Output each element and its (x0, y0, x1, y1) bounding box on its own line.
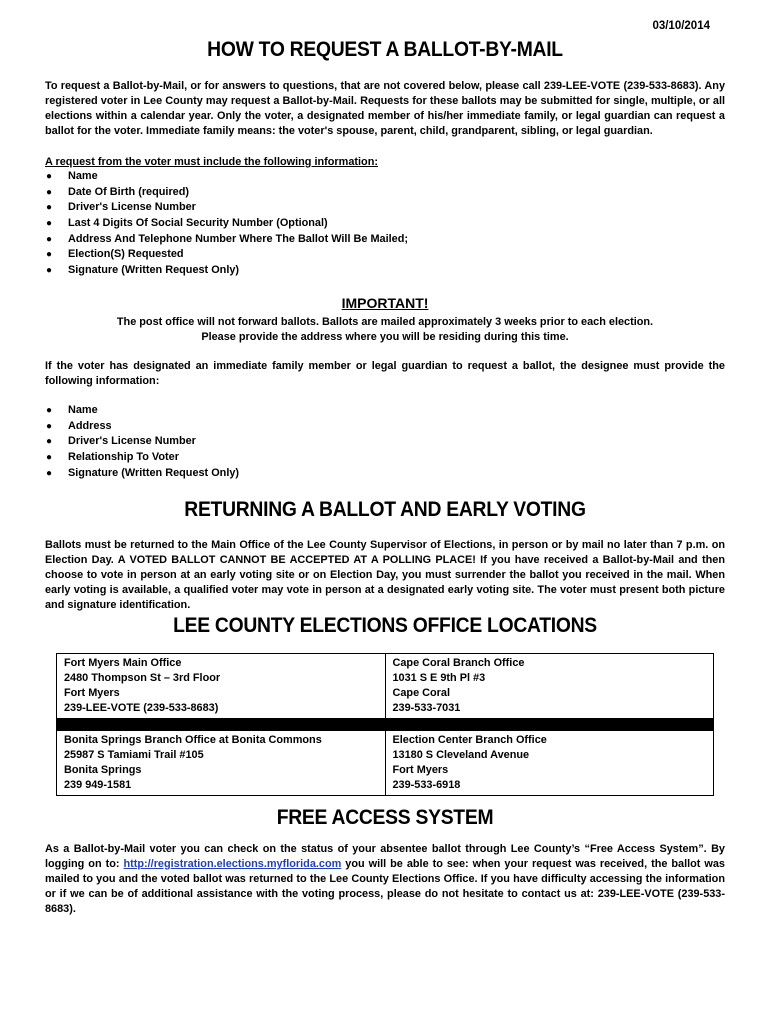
list-item: ● Name (45, 403, 725, 419)
list-item: ● Signature (Written Request Only) (45, 466, 725, 482)
intro-paragraph: To request a Ballot-by-Mail, or for answers to questions, that are not covered below, please call 239-LEE-VOTE (239-533-8683). Any registered voter in Lee County may request a Ballot-by-Mail. Requests for these ballots may be submitted for single, multiple, or all elections within a calendar year. Only the voter, a designated member of his/her immediate family, or legal guardian can request a ballot for the voter. Immediate family means: the voter's spouse, parent, child, grandparent, sibling, or legal guardian. (45, 80, 725, 137)
important-line-2: Please provide the address where you will be residing during this time. (201, 331, 569, 343)
bullet-icon: ● (46, 202, 53, 214)
bullet-icon: ● (46, 249, 53, 261)
bullet-icon: ● (46, 405, 53, 416)
voter-request-heading: A request from the voter must include the following information: (45, 156, 378, 168)
list-item: ● Driver's License Number (45, 200, 725, 216)
locations-title: LEE COUNTY ELECTIONS OFFICE LOCATIONS (173, 614, 597, 637)
office-cell-bonita-springs: Bonita Springs Branch Office at Bonita Commons 25987 S Tamiami Trail #105 Bonita Springs 239 949-1581 (57, 731, 386, 796)
bullet-icon: ● (46, 186, 53, 198)
table-separator-row (57, 719, 714, 731)
bullet-icon: ● (46, 233, 53, 245)
list-item: ● Relationship To Voter (45, 450, 725, 466)
returning-paragraph: Ballots must be returned to the Main Office of the Lee County Supervisor of Elections, in person or by mail no later than 7 p.m. on Election Day. A VOTED BALLOT CANNOT BE ACCEPTED AT A POLLING PLACE! If you have received a Ballot-by-Mail and then choose to vote in person at an early voting site or on Election Day, you must surrender the ballot you received in the mail. When early voting is available, a qualified voter may vote in person at a designated early voting site. The voter must present both picture and signature identification. (45, 539, 725, 611)
free-access-paragraph: As a Ballot-by-Mail voter you can check on the status of your absentee ballot through Lee County’s “Free Access System”. By logging on to: http://registration.elections.myflorida.com you will be able to see: when your request was received, the ballot was mailed to you and the voted ballot was returned to the Lee County Elections Office. If you have difficulty accessing the information or if we can be of additional assistance with the voting process, please do not hesitate to contact us at: 239-LEE-VOTE (239-533-8683). (45, 843, 725, 915)
document-date: 03/10/2014 (652, 20, 710, 32)
bullet-icon: ● (46, 265, 53, 277)
important-line-1: The post office will not forward ballots. Ballots are mailed approximately 3 weeks prior to each election. (116, 316, 654, 328)
list-item: ● Date Of Birth (required) (45, 185, 725, 201)
list-item: ● Address And Telephone Number Where The Ballot Will Be Mailed; (45, 232, 725, 248)
designee-paragraph: If the voter has designated an immediate family member or legal guardian to request a ballot, the designee must provide the following information: (45, 360, 725, 387)
list-item: ● Name (45, 169, 725, 185)
list-item: ● Election(S) Requested (45, 247, 725, 263)
voter-request-list (45, 169, 725, 279)
designee-list (45, 403, 725, 481)
bullet-icon: ● (46, 171, 53, 182)
free-access-title: FREE ACCESS SYSTEM (276, 806, 494, 829)
list-item: ● Driver's License Number (45, 434, 725, 450)
office-cell-cape-coral: Cape Coral Branch Office 1031 S E 9th Pl #3 Cape Coral 239-533-7031 (385, 654, 714, 719)
important-heading: IMPORTANT! (341, 295, 429, 311)
list-item: ● Signature (Written Request Only) (45, 263, 725, 279)
bullet-icon: ● (46, 218, 53, 230)
office-locations-table (56, 653, 714, 796)
bullet-icon: ● (46, 467, 53, 479)
office-cell-election-center: Election Center Branch Office 13180 S Cleveland Avenue Fort Myers 239-533-6918 (385, 731, 714, 796)
bullet-icon: ● (46, 436, 53, 448)
bullet-icon: ● (46, 420, 53, 432)
office-cell-fort-myers: Fort Myers Main Office 2480 Thompson St – 3rd Floor Fort Myers 239-LEE-VOTE (239-533-8683) (57, 654, 386, 719)
table-row (57, 731, 714, 796)
returning-title: RETURNING A BALLOT AND EARLY VOTING (184, 498, 586, 521)
registration-link[interactable]: http://registration.elections.myflorida.com (123, 858, 342, 870)
list-item: ● Last 4 Digits Of Social Security Number (Optional) (45, 216, 725, 232)
bullet-icon: ● (46, 452, 53, 464)
table-row (57, 654, 714, 719)
page-title: HOW TO REQUEST A BALLOT-BY-MAIL (207, 38, 563, 61)
list-item: ● Address (45, 419, 725, 435)
